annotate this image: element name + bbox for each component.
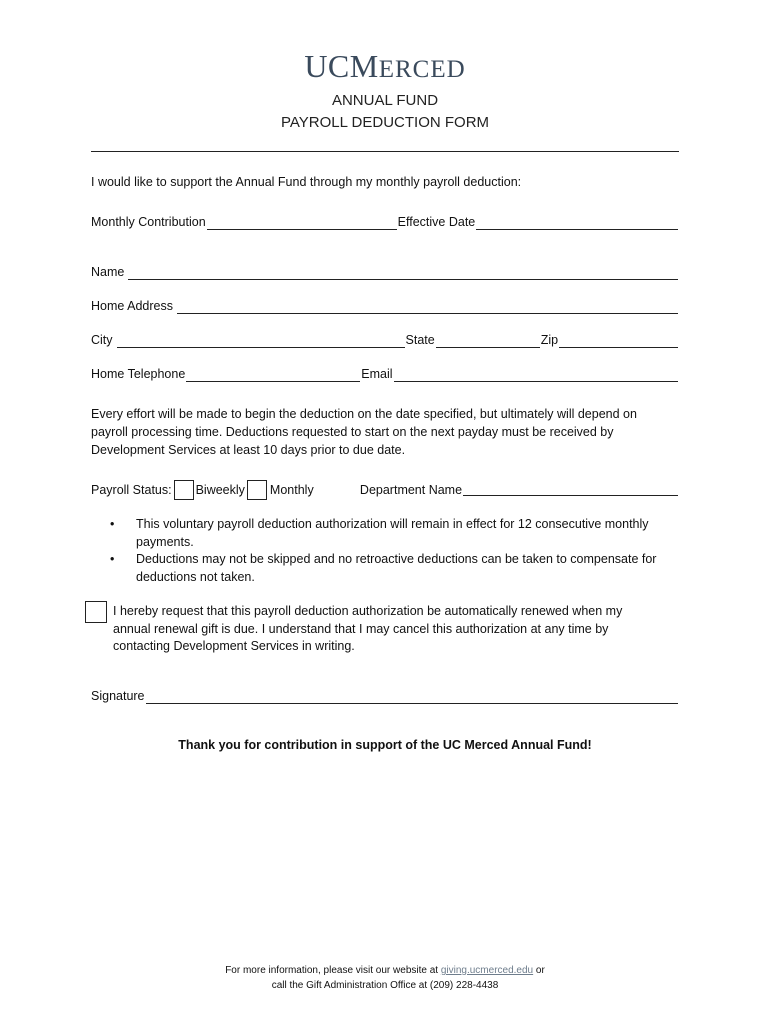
auto-renew-checkbox[interactable] <box>85 601 107 623</box>
logo-uc: UC <box>304 48 350 84</box>
effective-date-field[interactable] <box>476 217 678 230</box>
signature-row <box>91 688 679 704</box>
bullet-symbol: • <box>110 552 115 566</box>
list-item <box>110 516 676 551</box>
payroll-status-label: Payroll Status: <box>91 483 172 497</box>
renewal-line: contacting Development Services in writing. <box>113 639 355 653</box>
footer-text: For more information, please visit our website at <box>225 965 441 976</box>
term-line: Deductions may not be skipped and no retroactive deductions can be taken to compensate for <box>136 552 657 566</box>
terms-list <box>110 516 676 586</box>
payroll-status-row <box>91 479 679 501</box>
department-name-label: Department Name <box>359 483 463 497</box>
monthly-contribution-field[interactable] <box>207 217 397 230</box>
notice-line: Every effort will be made to begin the deduction on the date specified, but ultimately will depend on <box>91 407 637 421</box>
effective-date-label: Effective Date <box>397 215 476 229</box>
thank-you-message: Thank you for contribution in support of the UC Merced Annual Fund! <box>178 738 592 752</box>
name-field[interactable] <box>128 267 678 280</box>
state-label: State <box>405 333 435 347</box>
email-field[interactable] <box>394 369 678 382</box>
website-link[interactable]: giving.ucmerced.edu <box>440 965 534 976</box>
auto-renew-text <box>113 603 673 656</box>
zip-field[interactable] <box>559 335 678 348</box>
form-title-line1: ANNUAL FUND <box>331 92 439 109</box>
biweekly-checkbox[interactable] <box>174 480 194 500</box>
footer-line1 <box>0 963 770 978</box>
address-row <box>91 298 679 314</box>
home-address-label: Home Address <box>91 299 173 313</box>
home-telephone-label: Home Telephone <box>91 367 186 381</box>
deduction-notice <box>91 405 666 459</box>
home-telephone-field[interactable] <box>186 369 360 382</box>
bullet-symbol: • <box>110 517 115 531</box>
department-name-field[interactable] <box>463 483 678 496</box>
header-divider <box>91 151 679 152</box>
intro-text: I would like to support the Annual Fund through my monthly payroll deduction: <box>91 175 522 189</box>
biweekly-label: Biweekly <box>195 483 245 497</box>
term-line: deductions not taken. <box>136 569 255 584</box>
monthly-label: Monthly <box>269 483 314 497</box>
name-label: Name <box>91 265 125 279</box>
zip-label: Zip <box>540 333 559 347</box>
footer-line2: call the Gift Administration Office at (209) 228-4438 <box>271 980 499 991</box>
form-title-line2: PAYROLL DEDUCTION FORM <box>280 114 490 131</box>
notice-line: payroll processing time. Deductions requested to start on the next payday must be received by <box>91 425 614 439</box>
logo-m: M <box>349 48 379 84</box>
name-row <box>91 264 679 280</box>
email-label: Email <box>361 367 393 381</box>
state-field[interactable] <box>436 335 540 348</box>
term-line: This voluntary payroll deduction authorization will remain in effect for 12 consecutive monthly <box>136 517 649 531</box>
monthly-contribution-label: Monthly Contribution <box>91 215 206 229</box>
home-address-field[interactable] <box>177 301 678 314</box>
list-item <box>110 551 676 586</box>
uc-merced-logo <box>0 48 770 88</box>
logo-erced: ERCED <box>378 56 466 83</box>
signature-field[interactable] <box>146 691 678 704</box>
notice-line: Development Services at least 10 days prior to due date. <box>91 443 406 457</box>
footer <box>0 963 770 993</box>
contribution-row <box>91 214 679 230</box>
renewal-line: annual renewal gift is due. I understand that I may cancel this authorization at any time by <box>113 621 609 636</box>
footer-text: or <box>533 965 545 976</box>
city-state-zip-row <box>91 332 679 348</box>
phone-email-row <box>91 366 679 382</box>
city-field[interactable] <box>117 335 405 348</box>
term-line: payments. <box>136 534 194 549</box>
city-label: City <box>91 333 113 347</box>
monthly-checkbox[interactable] <box>247 480 267 500</box>
signature-label: Signature <box>91 689 145 703</box>
renewal-line: I hereby request that this payroll deduction authorization be automatically renewed when my <box>113 604 623 618</box>
